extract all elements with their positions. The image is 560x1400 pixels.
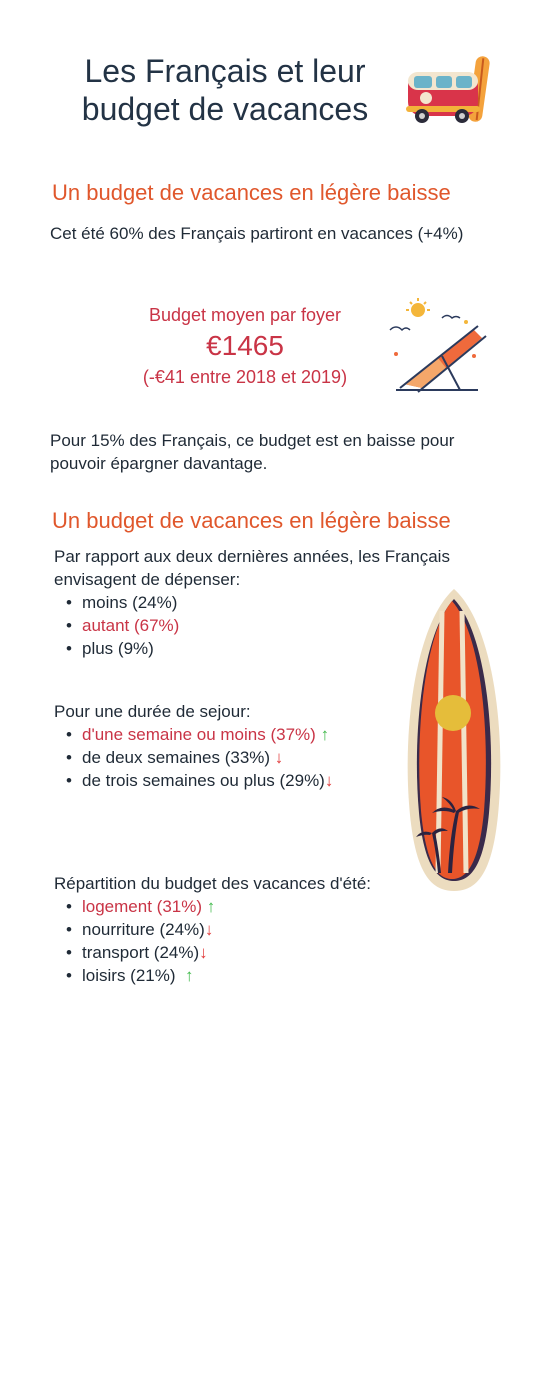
- arrow-up-icon: ↑: [206, 897, 216, 916]
- camper-van-icon: [402, 50, 502, 130]
- arrow-down-icon: ↓: [324, 771, 334, 790]
- budget-change: (-€41 entre 2018 et 2019): [142, 367, 348, 387]
- departure-stat: Cet été 60% des Français partiront en vacances (+4%): [50, 224, 464, 243]
- page-title: Les Français et leur budget de vacances: [81, 53, 369, 127]
- budget-label: Budget moyen par foyer: [148, 305, 342, 325]
- arrow-up-icon: ↑: [320, 725, 330, 744]
- arrow-down-icon: ↓: [204, 920, 214, 939]
- repartition-list: [54, 895, 394, 987]
- spend-list: [54, 591, 394, 660]
- list-item-label: transport (24%): [82, 943, 200, 962]
- list-item: • plus (9%): [54, 637, 394, 660]
- duration-intro: Pour une durée de sejour:: [54, 702, 251, 721]
- arrow-down-icon: ↓: [274, 748, 284, 767]
- list-item-label: loisirs (21%): [82, 966, 176, 985]
- list-item: [54, 964, 394, 987]
- list-item-label: d'une semaine ou moins (37%): [82, 725, 316, 744]
- beach-chair-icon: [382, 296, 492, 396]
- arrow-down-icon: ↓: [199, 943, 208, 962]
- section-heading-1: Un budget de vacances en légère baisse: [52, 180, 451, 205]
- list-item: • moins (24%): [54, 591, 394, 614]
- duration-list: [54, 723, 414, 792]
- list-item-label: de deux semaines (33%): [82, 748, 271, 767]
- repartition-intro: Répartition du budget des vacances d'été:: [54, 874, 372, 893]
- budget-amount: €1465: [206, 330, 284, 361]
- list-item: [54, 746, 414, 769]
- savings-text: Pour 15% des Français, ce budget est en baisse pour pouvoir épargner davantage.: [50, 431, 455, 473]
- list-item: [54, 895, 394, 918]
- list-item: [54, 723, 414, 746]
- list-item: [54, 941, 394, 964]
- budget-block: [110, 303, 380, 389]
- list-item-label: de trois semaines ou plus (29%): [82, 771, 325, 790]
- surfboard-icon: [398, 585, 510, 895]
- list-item-label: nourriture (24%): [82, 920, 205, 939]
- list-item: • autant (67%): [54, 614, 394, 637]
- section-heading-2: Un budget de vacances en légère baisse: [52, 508, 451, 533]
- arrow-up-icon: ↑: [184, 966, 194, 985]
- spend-intro: Par rapport aux deux dernières années, les Français envisagent de dépenser:: [54, 547, 450, 589]
- list-item: [54, 918, 394, 941]
- list-item-label: logement (31%): [82, 897, 203, 916]
- list-item: [54, 769, 414, 792]
